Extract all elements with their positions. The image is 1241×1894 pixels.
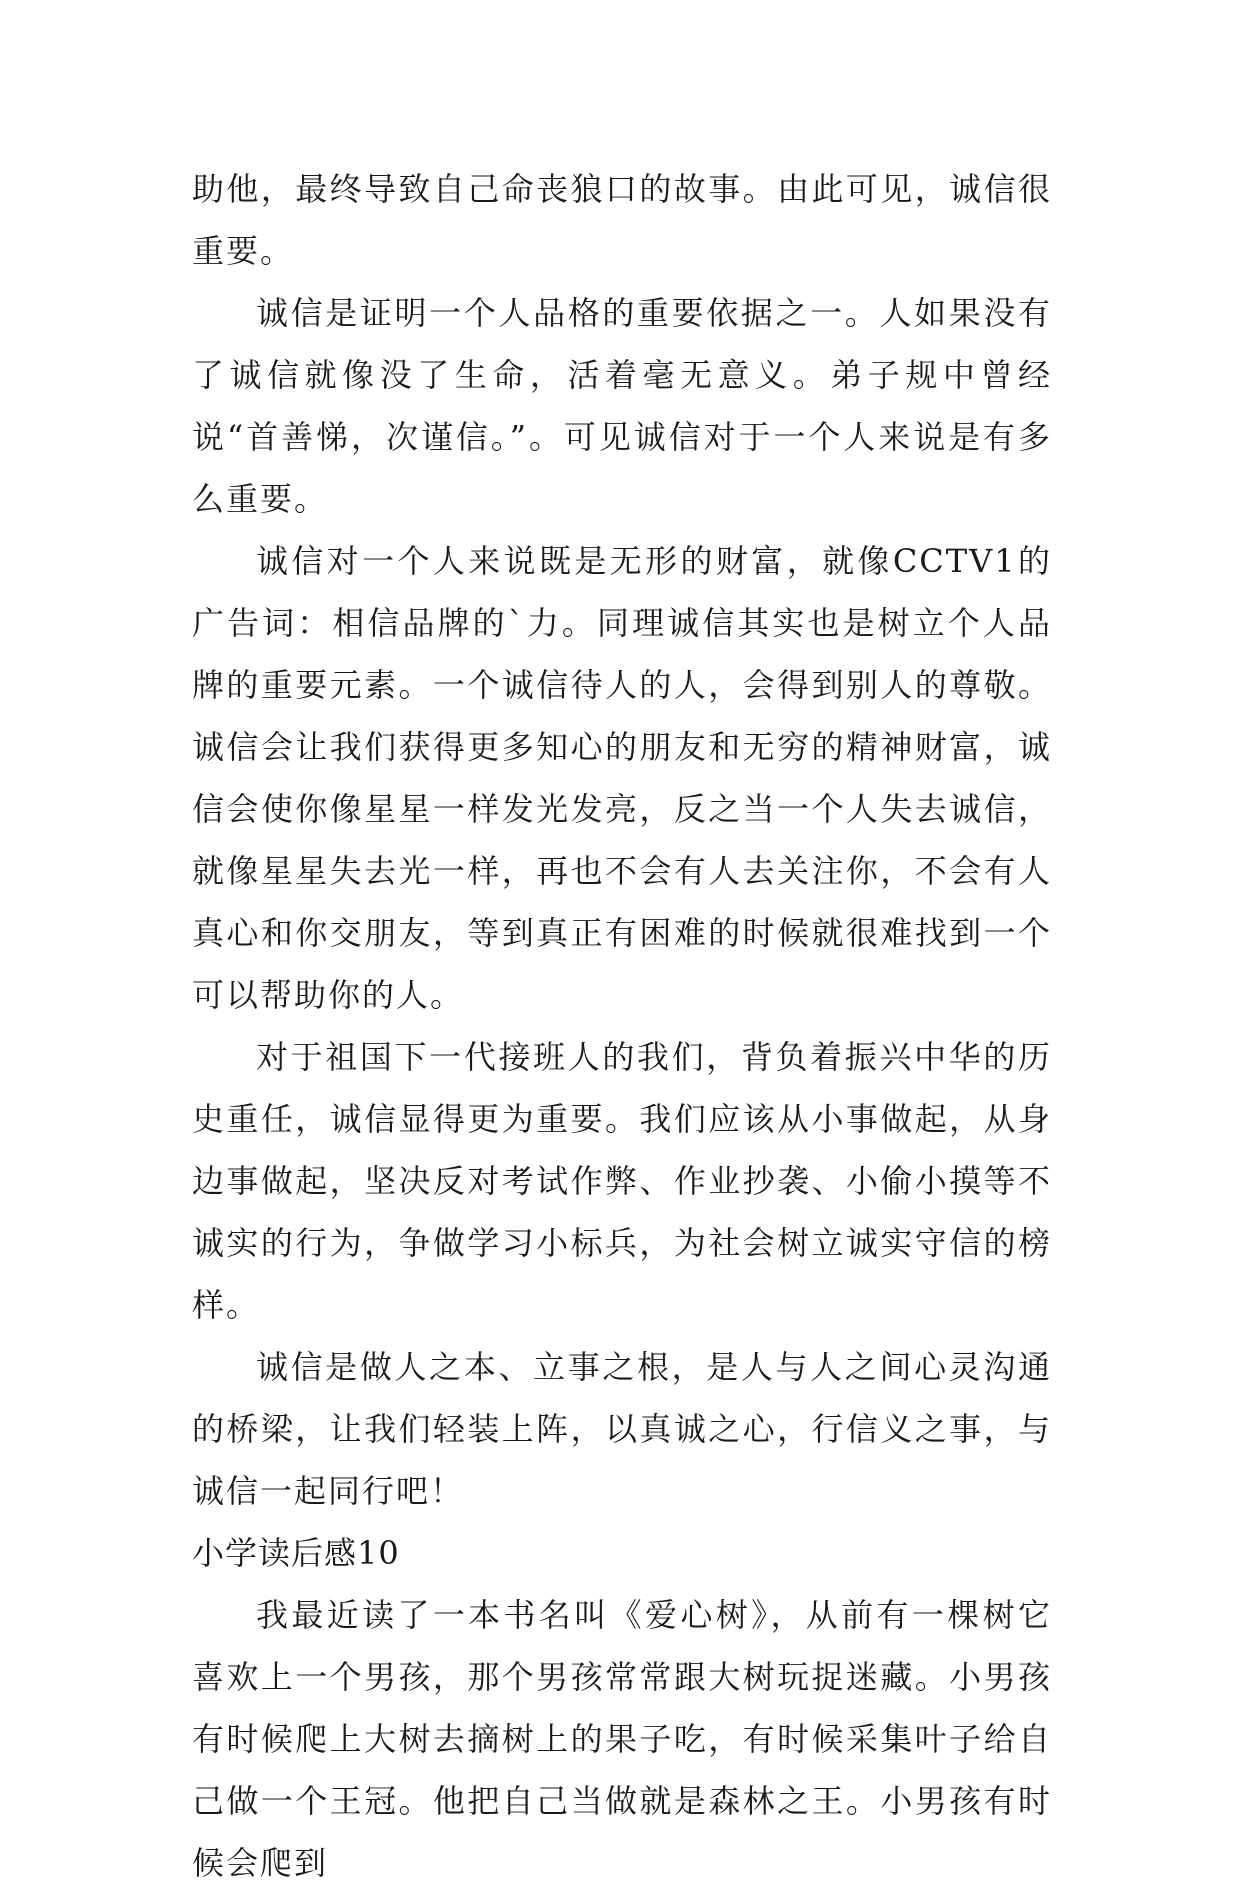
paragraph-2: 诚信是证明一个人品格的重要依据之一。人如果没有了诚信就像没了生命，活着毫无意义。弟子规中曾经说“首善悌，次谨信。”。可见诚信对于一个人来说是有多么重要。 xyxy=(192,294,1052,518)
paragraph-5: 诚信是做人之本、立事之根，是人与人之间心灵沟通的桥梁，让我们轻装上阵，以真诚之心，行信义之事，与诚信一起同行吧！ xyxy=(192,1348,1052,1510)
paragraph-3: 诚信对一个人来说既是无形的财富，就像CCTV1的广告词：相信品牌的`力。同理诚信其实也是树立个人品牌的重要元素。一个诚信待人的人，会得到别人的尊敬。诚信会让我们获得更多知心的朋友和无穷的精神财富，诚信会使你像星星一样发光发亮，反之当一个人失去诚信，就像星星失去光一样，再也不会有人去关注你，不会有人真心和你交朋友，等到真正有困难的时候就很难找到一个可以帮助你的人。 xyxy=(192,542,1052,1014)
paragraph-1: 助他，最终导致自己命丧狼口的故事。由此可见，诚信很重要。 xyxy=(192,170,1052,270)
document-body xyxy=(192,158,1052,1894)
section-paragraph: 我最近读了一本书名叫《爱心树》，从前有一棵树它喜欢上一个男孩，那个男孩常常跟大树玩捉迷藏。小男孩有时候爬上大树去摘树上的果子吃，有时候采集叶子给自己做一个王冠。他把自己当做就是森林之王。小男孩有时候会爬到 xyxy=(192,1596,1052,1882)
section-heading: 小学读后感10 xyxy=(192,1534,400,1572)
paragraph-4: 对于祖国下一代接班人的我们，背负着振兴中华的历史重任，诚信显得更为重要。我们应该从小事做起，从身边事做起，坚决反对考试作弊、作业抄袭、小偷小摸等不诚实的行为，争做学习小标兵，为社会树立诚实守信的榜样。 xyxy=(192,1038,1052,1324)
